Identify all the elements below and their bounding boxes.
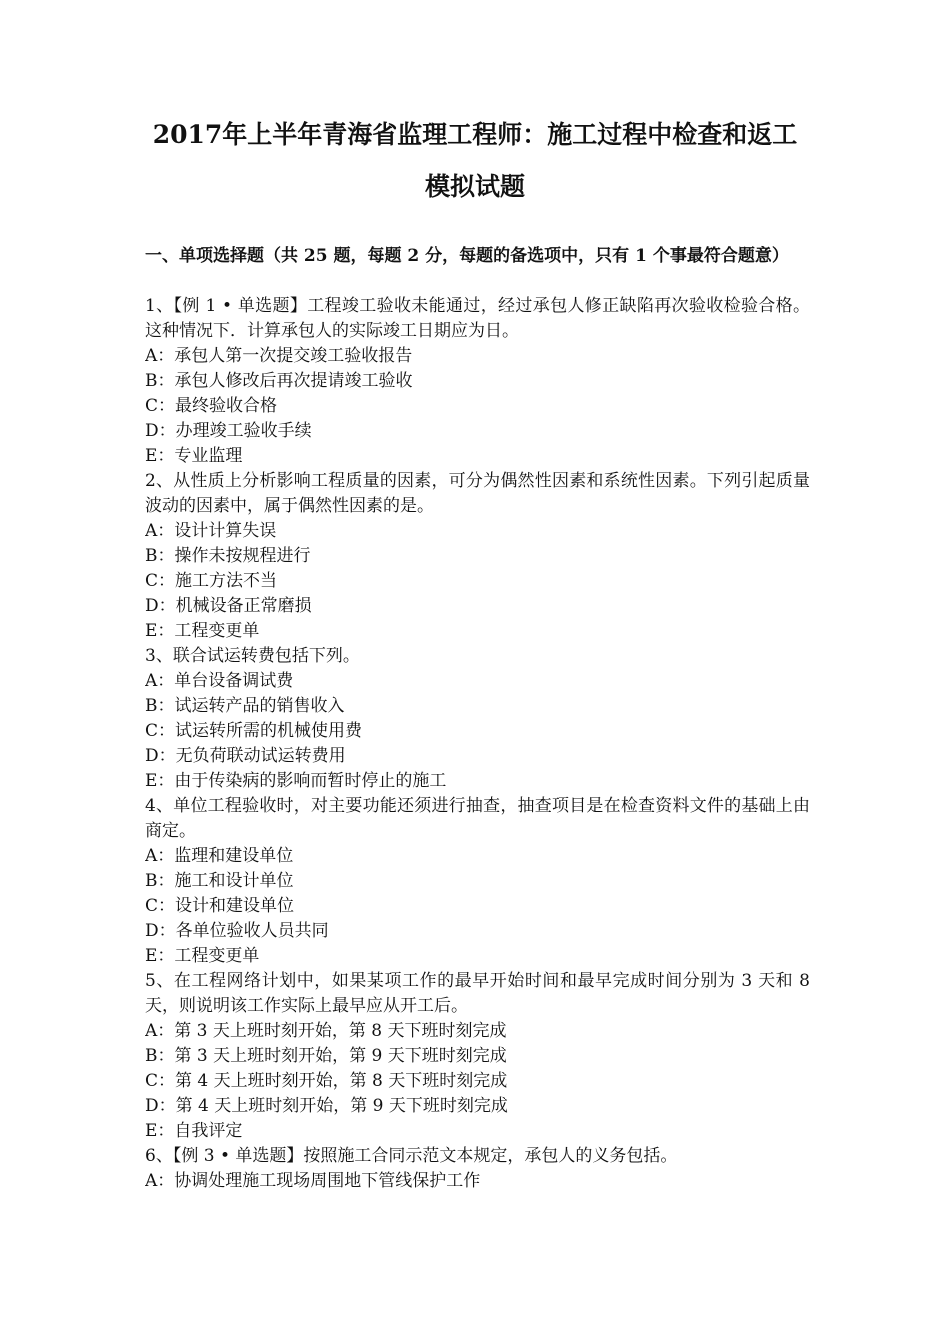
question-2-option-a: A：设计计算失误 xyxy=(145,521,277,541)
document-title-line-1: 2017年上半年青海省监理工程师：施工过程中检查和返工 xyxy=(152,120,798,149)
question-3-text: 3、联合试运转费包括下列。 xyxy=(145,646,360,666)
question-3-option-a: A：单台设备调试费 xyxy=(145,671,294,691)
section-heading: 一、单项选择题（共 25 题，每题 2 分，每题的备选项中，只有 1 个事最符合题意） xyxy=(145,246,789,266)
question-5-option-c: C：第 4 天上班时刻开始，第 8 天下班时刻完成 xyxy=(145,1071,508,1091)
question-3-option-e: E：由于传染病的影响而暂时停止的施工 xyxy=(145,771,447,791)
question-3-option-b: B：试运转产品的销售收入 xyxy=(145,696,345,716)
question-1-option-d: D：办理竣工验收手续 xyxy=(145,421,312,441)
question-6-text: 6、【例 3 • 单选题】按照施工合同示范文本规定，承包人的义务包括。 xyxy=(145,1146,678,1166)
document-title-line-2: 模拟试题 xyxy=(424,172,525,201)
question-3-option-c: C：试运转所需的机械使用费 xyxy=(145,721,363,741)
question-4-option-d: D：各单位验收人员共同 xyxy=(145,921,329,941)
question-1-option-b: B：承包人修改后再次提请竣工验收 xyxy=(145,371,413,391)
question-5-option-e: E：自我评定 xyxy=(145,1121,243,1141)
question-6-option-a: A：协调处理施工现场周围地下管线保护工作 xyxy=(145,1171,481,1191)
question-5-option-b: B：第 3 天上班时刻开始，第 9 天下班时刻完成 xyxy=(145,1046,507,1066)
question-1-option-c: C：最终验收合格 xyxy=(145,396,278,416)
question-1-option-e: E：专业监理 xyxy=(145,446,243,466)
question-4-option-c: C：设计和建设单位 xyxy=(145,896,295,916)
question-2-text: 2、从性质上分析影响工程质量的因素，可分为偶然性因素和系统性因素。下列引起质量波动的因素中，属于偶然性因素的是。 xyxy=(145,471,810,516)
question-2-option-b: B：操作未按规程进行 xyxy=(145,546,311,566)
question-5-option-a: A：第 3 天上班时刻开始，第 8 天下班时刻完成 xyxy=(145,1021,507,1041)
question-4-option-e: E：工程变更单 xyxy=(145,946,260,966)
question-1-text: 1、【例 1 • 单选题】工程竣工验收未能通过，经过承包人修正缺陷再次验收检验合格。这种情况下．计算承包人的实际竣工日期应为日。 xyxy=(145,296,810,341)
question-3-option-d: D：无负荷联动试运转费用 xyxy=(145,746,346,766)
question-5-option-d: D：第 4 天上班时刻开始，第 9 天下班时刻完成 xyxy=(145,1096,508,1116)
question-2-option-e: E：工程变更单 xyxy=(145,621,260,641)
question-1-option-a: A：承包人第一次提交竣工验收报告 xyxy=(145,346,413,366)
question-2-option-d: D：机械设备正常磨损 xyxy=(145,596,312,616)
question-2-option-c: C：施工方法不当 xyxy=(145,571,278,591)
document-body xyxy=(145,244,810,1194)
question-4-option-b: B：施工和设计单位 xyxy=(145,871,294,891)
question-4-option-a: A：监理和建设单位 xyxy=(145,846,294,866)
question-5-text: 5、在工程网络计划中，如果某项工作的最早开始时间和最早完成时间分别为 3 天和 8 天，则说明该工作实际上最早应从开工后。 xyxy=(145,971,810,1016)
question-4-text: 4、单位工程验收时，对主要功能还须进行抽查，抽查项目是在检查资料文件的基础上由商定。 xyxy=(145,796,810,841)
